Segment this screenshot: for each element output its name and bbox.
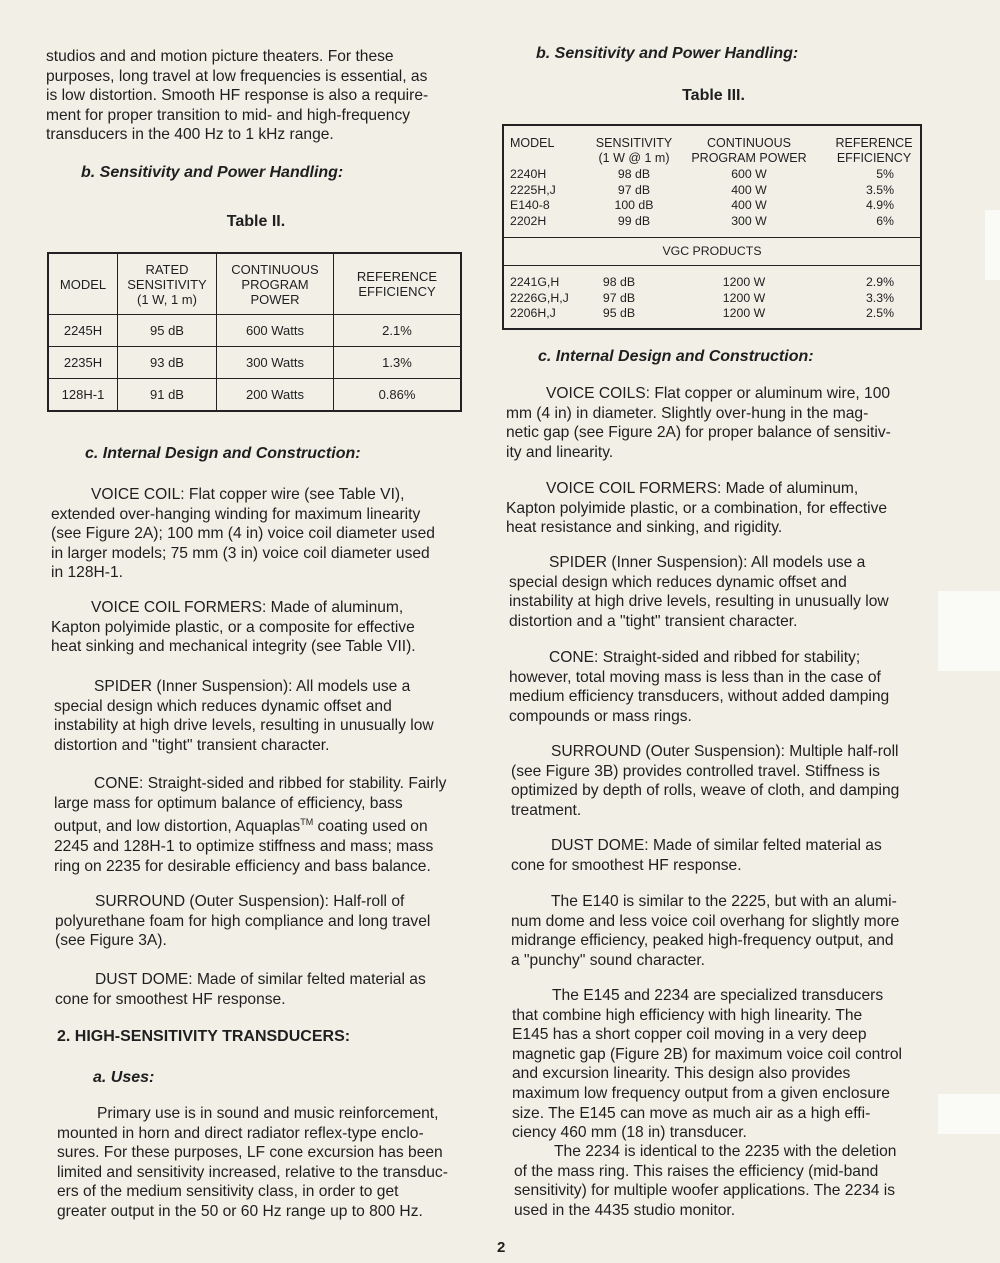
table-row — [48, 347, 461, 379]
table-row — [48, 315, 461, 347]
table-divider — [504, 237, 920, 238]
table-2-caption: Table II. — [226, 213, 286, 230]
col-model: MODEL — [510, 136, 555, 150]
col-sensitivity: SENSITIVITY — [595, 136, 673, 150]
trademark-mark: TM — [300, 817, 314, 828]
spider-paragraph-right: SPIDER (Inner Suspension): All models use a special design which reduces dynamic offset and instability at high drive levels, resulting in unusually low distortion and a "tight" transient character. — [509, 554, 889, 630]
cell-sensitivity: 93 dB — [118, 347, 217, 379]
dust-dome-paragraph: DUST DOME: Made of similar felted material as cone for smoothest HF response. — [55, 971, 426, 1008]
voice-coil-paragraph: VOICE COIL: Flat copper wire (see Table VI), extended over-hanging winding for maximum linearity (see Figure 2A); 100 mm (4 in) voice coil diameter used in larger models; 75 mm (3 in) voice coil diameter used in 128H-1. — [51, 486, 435, 582]
section-2-heading: 2. HIGH-SENSITIVITY TRANSDUCERS: — [57, 1028, 351, 1045]
spider-paragraph: SPIDER (Inner Suspension): All models use a special design which reduces dynamic offset and instability at high drive levels, resulting in unusually low distortion and "tight" transient character. — [54, 678, 434, 754]
page-number: 2 — [497, 1239, 506, 1256]
cell-model: 2235H — [48, 347, 118, 379]
cell-efficiency: 0.86% — [334, 379, 462, 412]
cell-power: 200 Watts — [217, 379, 334, 412]
cell-power: 600 Watts — [217, 315, 334, 347]
cone-paragraph-right: CONE: Straight-sided and ribbed for stability; however, total moving mass is less than in the case of medium efficiency transducers, without added damping compounds or mass rings. — [509, 649, 890, 725]
cell-model: 2245H — [48, 315, 118, 347]
e140-paragraph: The E140 is similar to the 2225, but with an alumi- num dome and less voice coil overhang for slightly more midrange efficiency, peaked high-frequency output, and a "punchy" sound character. — [511, 893, 900, 969]
col-power-sub: PROGRAM POWER — [691, 151, 807, 165]
section-c-heading-right: c. Internal Design and Construction: — [538, 348, 814, 365]
voice-coils-paragraph: VOICE COILS: Flat copper or aluminum wire, 100 mm (4 in) in diameter. Slightly over-hung in the mag- netic gap (see Figure 2A) for proper balance of sensitiv- ity and linearity. — [506, 385, 891, 461]
voice-coil-formers-paragraph: VOICE COIL FORMERS: Made of aluminum, Kapton polyimide plastic, or a composite for effective heat sinking and mechanical integrity (see Table VII). — [51, 599, 416, 656]
vgc-products-label: VGC PRODUCTS — [662, 244, 762, 258]
col-efficiency: REFERENCE EFFICIENCY — [334, 253, 462, 315]
table-divider — [504, 265, 920, 266]
cell-sensitivity: 95 dB — [118, 315, 217, 347]
cell-model: 128H-1 — [48, 379, 118, 412]
voice-coil-formers-paragraph-right: VOICE COIL FORMERS: Made of aluminum, Kapton polyimide plastic, or a combination, for effective heat resistance and sinking, and rigidity. — [506, 480, 888, 537]
table-header-row — [48, 253, 461, 315]
section-b-heading-right: b. Sensitivity and Power Handling: — [536, 45, 799, 62]
binder-hole — [985, 210, 1000, 280]
section-c-heading: c. Internal Design and Construction: — [85, 445, 361, 462]
col-sensitivity: RATED SENSITIVITY (1 W, 1 m) — [118, 253, 217, 315]
uses-paragraph: Primary use is in sound and music reinforcement, mounted in horn and direct radiator reflex-type enclo- sures. For these purposes, LF cone excursion has been limited and sensitivity increased, relative to the transduc- ers of the medium sensitivity class, in order to get greater output in the 50 or 60 Hz range up to 800 Hz. — [57, 1105, 448, 1220]
table-3: MODEL SENSITIVITY (1 W @ 1 m) CONTINUOUS PROGRAM POWER REFERENCE EFFICIENCY 2240H 98 dB 600 W 5% 2225H,J 97 dB 400 W 3.5% E140-8 100 dB 400 W 4.9% 2202H 99 dB 300 W 6% VGC PRODUCTS 2241G,H 98 dB 1200 W 2.9% 2226G,H,J 97 dB 1200 W 3.3% 2206H,J 95 dB 1200 W 2.5% — [502, 124, 922, 330]
section-b-heading: b. Sensitivity and Power Handling: — [81, 164, 344, 181]
binder-hole — [938, 1094, 1000, 1134]
surround-paragraph-right: SURROUND (Outer Suspension): Multiple half-roll (see Figure 3B) provides controlled travel. Stiffness is optimized by depth of rolls, weave of cloth, and damping treatment. — [511, 743, 900, 819]
table-3-caption: Table III. — [682, 87, 745, 104]
cell-power: 300 Watts — [217, 347, 334, 379]
col-efficiency-sub: EFFICIENCY — [836, 151, 912, 165]
dust-dome-paragraph-right: DUST DOME: Made of similar felted material as cone for smoothest HF response. — [511, 837, 882, 874]
cell-efficiency: 2.1% — [334, 315, 462, 347]
surround-paragraph: SURROUND (Outer Suspension): Half-roll of polyurethane foam for high compliance and long travel (see Figure 3A). — [55, 893, 431, 950]
binder-hole — [938, 591, 1000, 671]
table-2 — [47, 252, 462, 412]
cone-paragraph: CONE: Straight-sided and ribbed for stability. Fairly large mass for optimum balance of efficiency, bass output, and low distortion, Aquaplas™ coating used on 2245 and 128H-1 to optimize stiffness and mass; mass ring on 2235 for desirable efficiency and bass balance. — [54, 775, 447, 875]
intro-paragraph: studios and and motion picture theaters. For these purposes, long travel at low frequencies is essential, as is low distortion. Smooth HF response is also a require- ment for proper transition to mid- and high-frequency transducers in the 400 Hz to 1 kHz range. — [46, 48, 429, 144]
col-power: CONTINUOUS — [706, 136, 792, 150]
col-power: CONTINUOUS PROGRAM POWER — [217, 253, 334, 315]
model-2234-paragraph: The 2234 is identical to the 2235 with the deletion of the mass ring. This raises the efficiency (mid-band sensitivity) for multiple woofer applications. The 2234 is used in the 4435 studio monitor. — [514, 1143, 897, 1219]
cell-efficiency: 1.3% — [334, 347, 462, 379]
section-a-heading: a. Uses: — [93, 1069, 155, 1086]
table-row — [48, 379, 461, 412]
col-efficiency: REFERENCE — [835, 136, 913, 150]
cell-sensitivity: 91 dB — [118, 379, 217, 412]
col-model: MODEL — [48, 253, 118, 315]
e145-paragraph: The E145 and 2234 are specialized transducers that combine high efficiency with high linearity. The E145 has a short copper coil moving in a very deep magnetic gap (Figure 2B) for maximum voice coil control and excursion linearity. This design also provides maximum low frequency output from a given enclosure size. The E145 can move as much air as a high effi- ciency 460 mm (18 in) transducer. — [512, 987, 902, 1142]
col-sensitivity-sub: (1 W @ 1 m) — [598, 151, 670, 165]
